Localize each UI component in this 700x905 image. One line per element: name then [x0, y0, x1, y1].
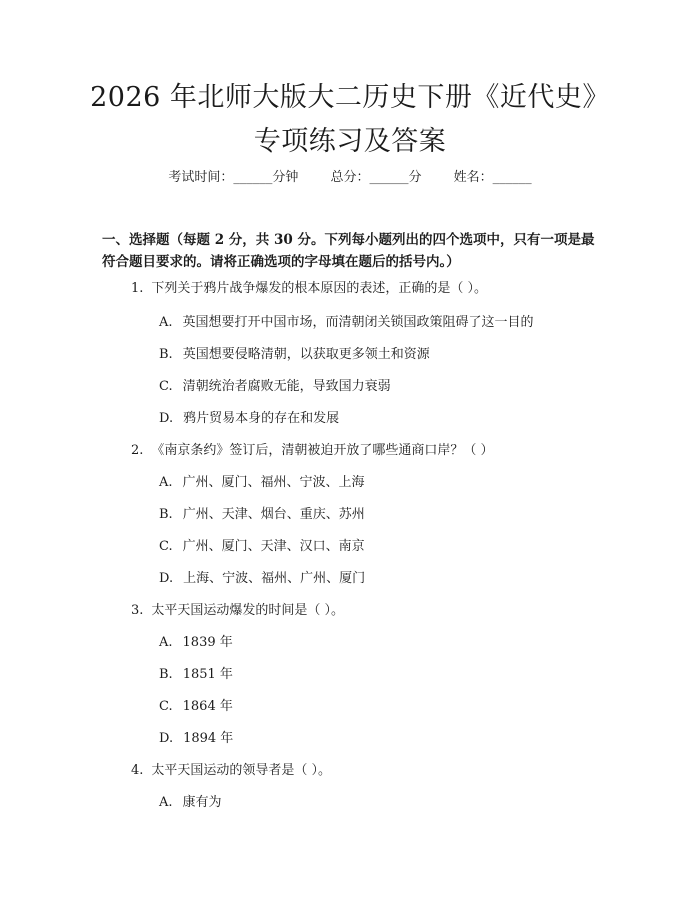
section-heading: 一、选择题（每题 2 分，共 30 分。下列每小题列出的四个选项中，只有一项是最符合题目要求的。请将正确选项的字母填在题后的括号内。） — [102, 232, 595, 270]
question-3-option-a — [159, 634, 599, 652]
question-4-option-a — [159, 794, 599, 812]
question-number: 3. — [131, 603, 144, 618]
question-1-option-a — [159, 314, 599, 332]
question-text: 下列关于鸦片战争爆发的根本原因的表述，正确的是（ ）。 — [151, 281, 488, 296]
option-text: 上海、宁波、福州、广州、厦门 — [183, 571, 366, 586]
question-2-option-c — [159, 538, 599, 556]
option-letter: A. — [159, 795, 173, 810]
question-1-option-b — [159, 346, 599, 364]
question-text: 太平天国运动爆发的时间是（ ）。 — [151, 603, 345, 618]
option-text: 广州、厦门、天津、汉口、南京 — [182, 539, 365, 554]
option-text: 1839 年 — [182, 635, 233, 650]
option-text: 1851 年 — [182, 667, 233, 682]
option-text: 英国想要打开中国市场，而清朝闭关锁国政策阻碍了这一目的 — [182, 315, 534, 330]
option-letter: B. — [159, 507, 173, 522]
question-1 — [131, 280, 601, 298]
exam-time-label: 考试时间：______分钟 — [168, 170, 299, 185]
option-text: 广州、天津、烟台、重庆、苏州 — [182, 507, 365, 522]
question-text: 太平天国运动的领导者是（ ）。 — [151, 763, 332, 778]
document-title: 2026 年北师大版大二历史下册《近代史》专项练习及答案 — [90, 82, 610, 157]
question-number: 1. — [131, 281, 144, 296]
question-2-option-b — [159, 506, 599, 524]
option-text: 1864 年 — [182, 699, 233, 714]
option-letter: A. — [159, 315, 173, 330]
option-letter: A. — [159, 635, 173, 650]
question-number: 4. — [131, 763, 144, 778]
total-score-label: 总分：______分 — [330, 170, 422, 185]
question-4 — [131, 762, 601, 780]
option-letter: C. — [159, 539, 173, 554]
question-number: 2. — [131, 443, 144, 458]
option-text: 广州、厦门、福州、宁波、上海 — [182, 475, 365, 490]
option-text: 康有为 — [182, 795, 222, 810]
question-1-option-d — [159, 410, 599, 428]
option-letter: A. — [159, 475, 173, 490]
name-label: 姓名：______ — [453, 170, 532, 185]
option-letter: C. — [159, 699, 173, 714]
option-letter: B. — [159, 667, 173, 682]
question-2-option-a — [159, 474, 599, 492]
question-2-option-d — [159, 570, 599, 588]
option-text: 鸦片贸易本身的存在和发展 — [183, 411, 340, 426]
exam-info-line — [0, 169, 700, 187]
question-1-option-c — [159, 378, 599, 396]
question-3-option-c — [159, 698, 599, 716]
option-letter: D. — [159, 411, 174, 426]
question-3 — [131, 602, 601, 620]
option-letter: D. — [159, 571, 174, 586]
question-2 — [131, 442, 601, 460]
option-letter: B. — [159, 347, 173, 362]
option-text: 1894 年 — [183, 731, 234, 746]
question-3-option-d — [159, 730, 599, 748]
question-text: 《南京条约》签订后，清朝被迫开放了哪些通商口岸？（ ） — [151, 443, 494, 458]
option-letter: C. — [159, 379, 173, 394]
question-3-option-b — [159, 666, 599, 684]
option-text: 英国想要侵略清朝，以获取更多领土和资源 — [182, 347, 430, 362]
option-text: 清朝统治者腐败无能，导致国力衰弱 — [182, 379, 391, 394]
option-letter: D. — [159, 731, 174, 746]
